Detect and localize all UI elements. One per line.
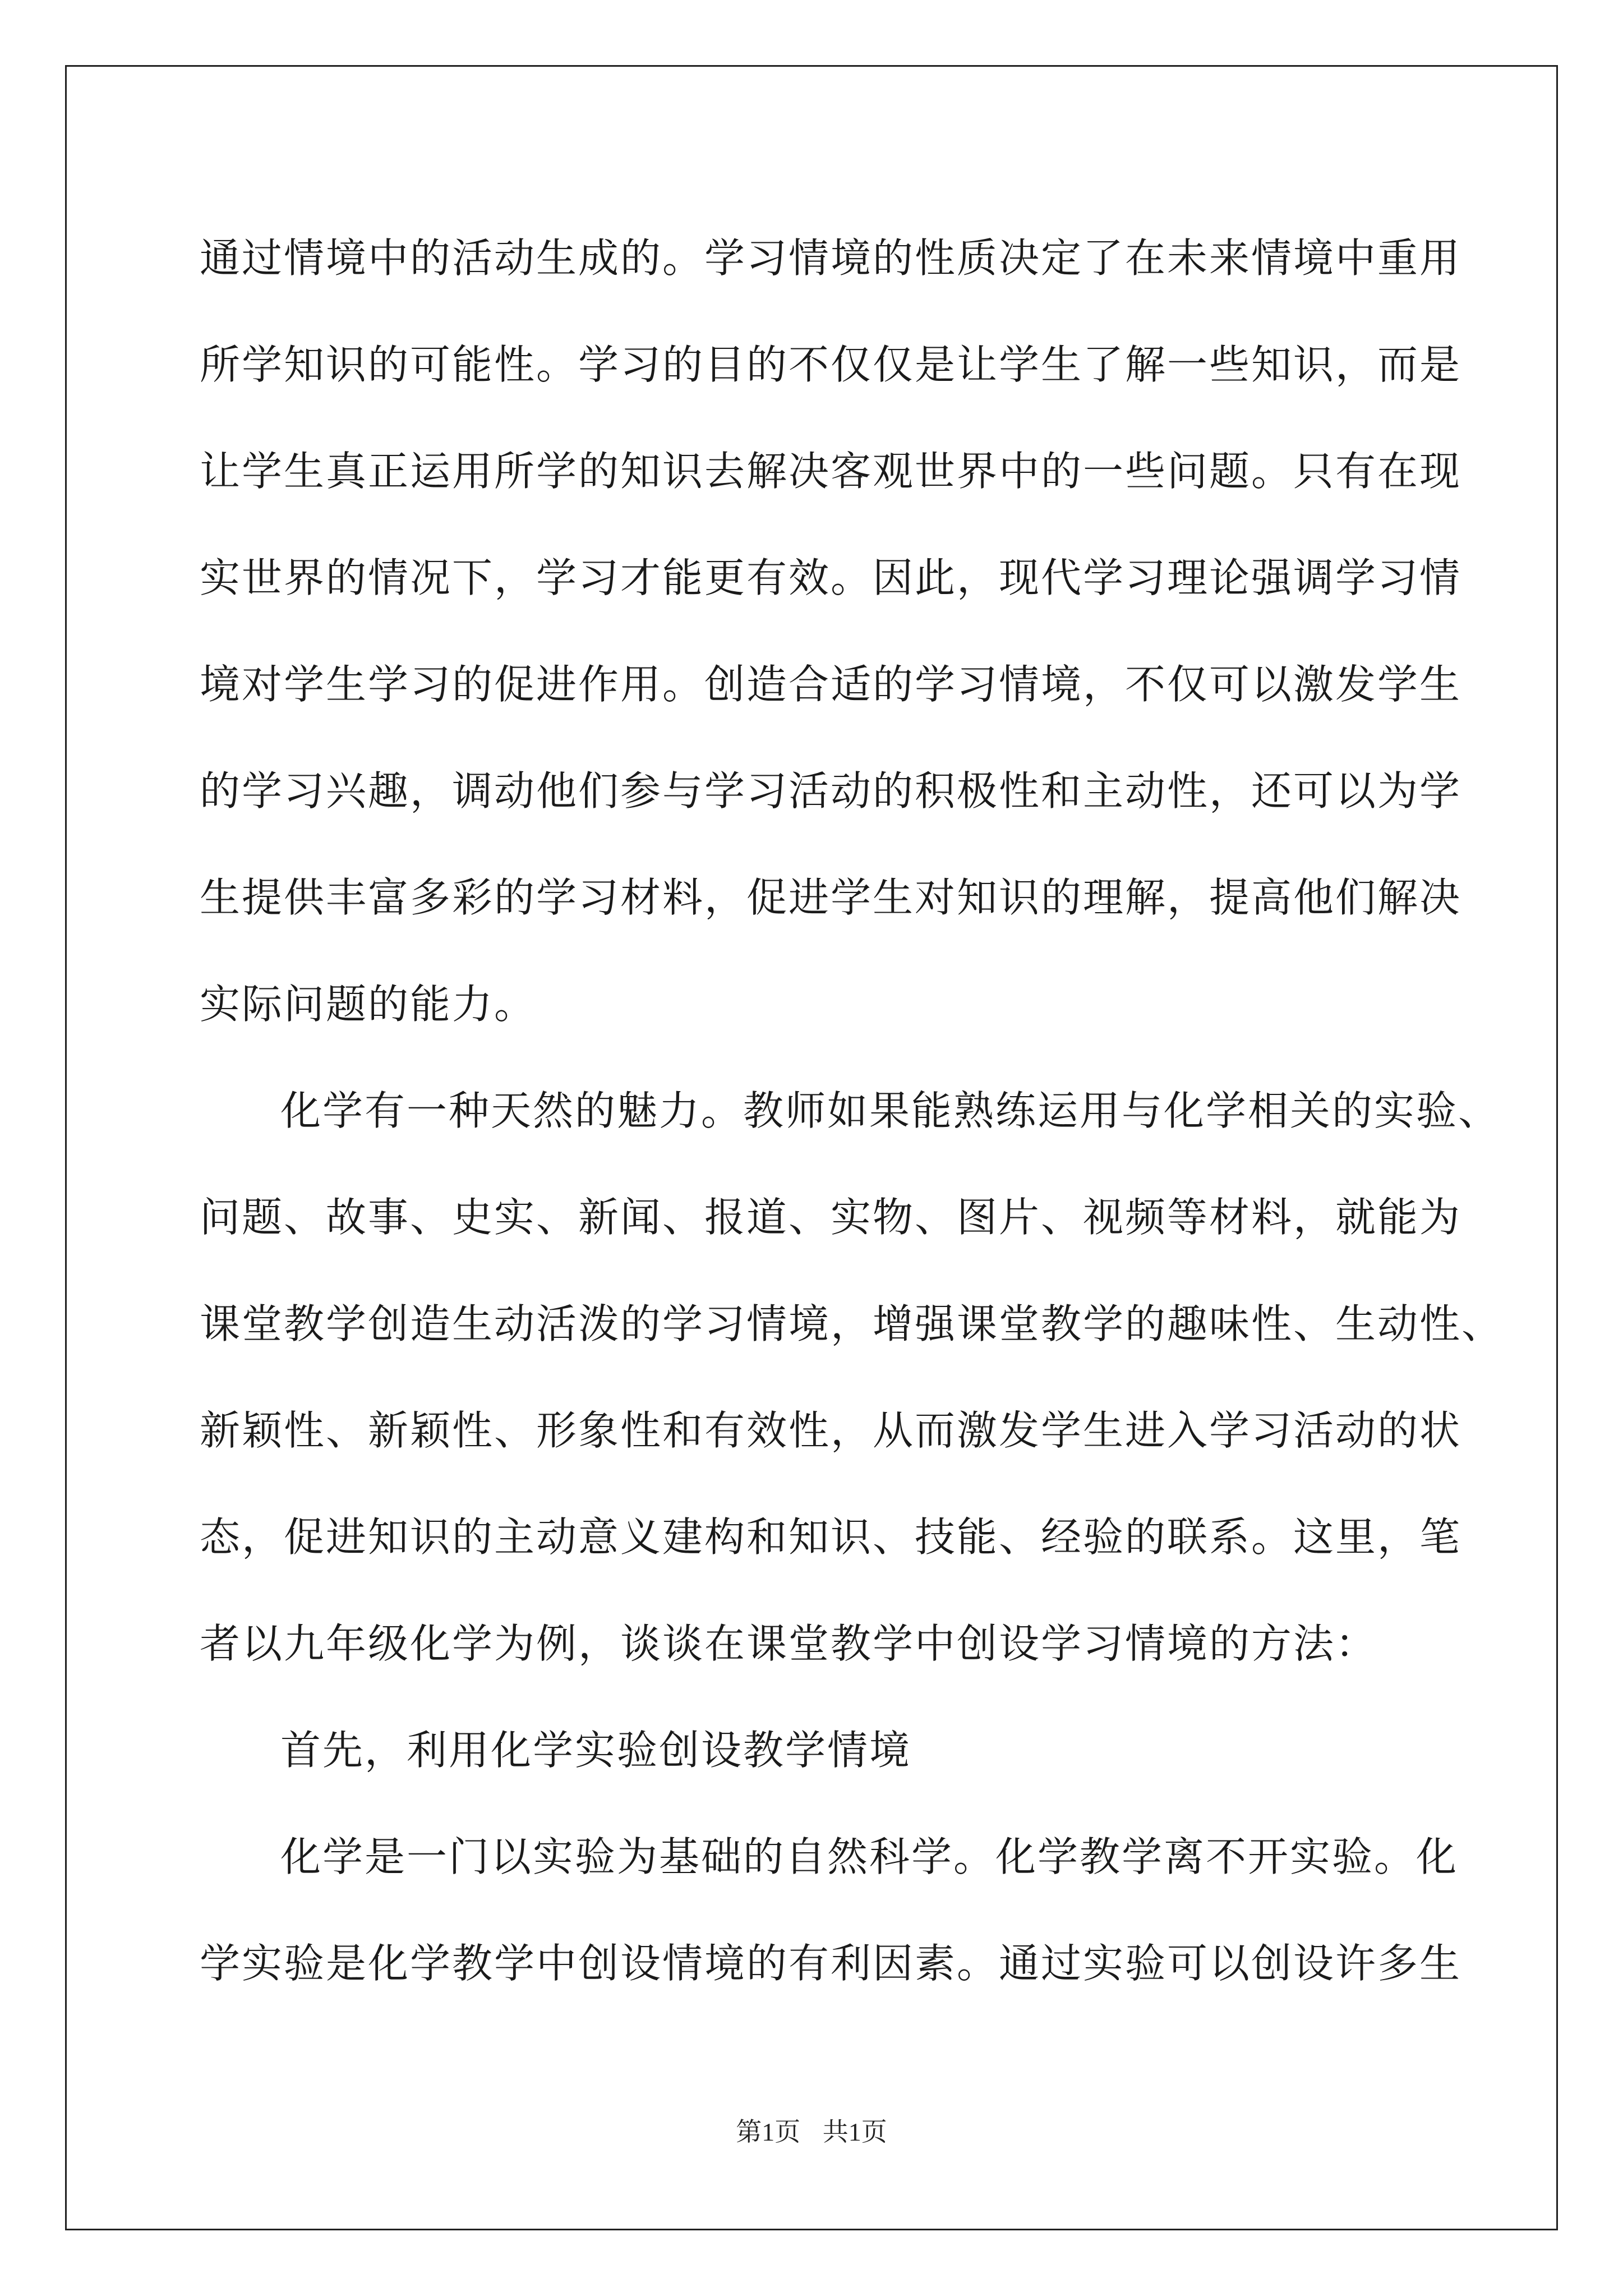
- text-line-9: 化学有一种天然的魅力。教师如果能熟练运用与化学相关的实验、: [280, 1087, 1501, 1134]
- page-number-current: 第1页: [736, 2118, 801, 2146]
- text-line-16: 化学是一门以实验为基础的自然科学。化学教学离不开实验。化: [280, 1833, 1459, 1880]
- text-line-17: 学实验是化学教学中创设情境的有利因素。通过实验可以创设许多生: [200, 1940, 1462, 1987]
- text-line-14: 者以九年级化学为例，谈谈在课堂教学中创设学习情境的方法：: [200, 1620, 1378, 1667]
- section-heading: 首先，利用化学实验创设教学情境: [280, 1727, 912, 1774]
- text-line-1: 通过情境中的活动生成的。学习情境的性质决定了在未来情境中重用: [200, 234, 1462, 282]
- text-line-5: 境对学生学习的促进作用。创造合适的学习情境，不仅可以激发学生: [200, 661, 1462, 708]
- text-line-2: 所学知识的可能性。学习的目的不仅仅是让学生了解一些知识，而是: [200, 341, 1462, 388]
- text-line-7: 生提供丰富多彩的学习材料，促进学生对知识的理解，提高他们解决: [200, 874, 1462, 921]
- text-line-6: 的学习兴趣，调动他们参与学习活动的积极性和主动性，还可以为学: [200, 767, 1462, 815]
- page-number-total: 共1页: [822, 2118, 887, 2146]
- text-line-3: 让学生真正运用所学的知识去解决客观世界中的一些问题。只有在现: [200, 448, 1462, 495]
- text-line-11: 课堂教学创造生动活泼的学习情境，增强课堂教学的趣味性、生动性、: [200, 1300, 1504, 1347]
- text-line-12: 新颖性、新颖性、形象性和有效性，从而激发学生进入学习活动的状: [200, 1407, 1462, 1454]
- text-line-13: 态，促进知识的主动意义建构和知识、技能、经验的联系。这里，笔: [200, 1513, 1462, 1561]
- text-line-8: 实际问题的能力。: [200, 981, 537, 1028]
- text-line-4: 实世界的情况下，学习才能更有效。因此，现代学习理论强调学习情: [200, 554, 1462, 601]
- text-line-10: 问题、故事、史实、新闻、报道、实物、图片、视频等材料，就能为: [200, 1194, 1462, 1241]
- page-footer: [0, 2111, 1623, 2148]
- document-body: [200, 205, 1504, 2017]
